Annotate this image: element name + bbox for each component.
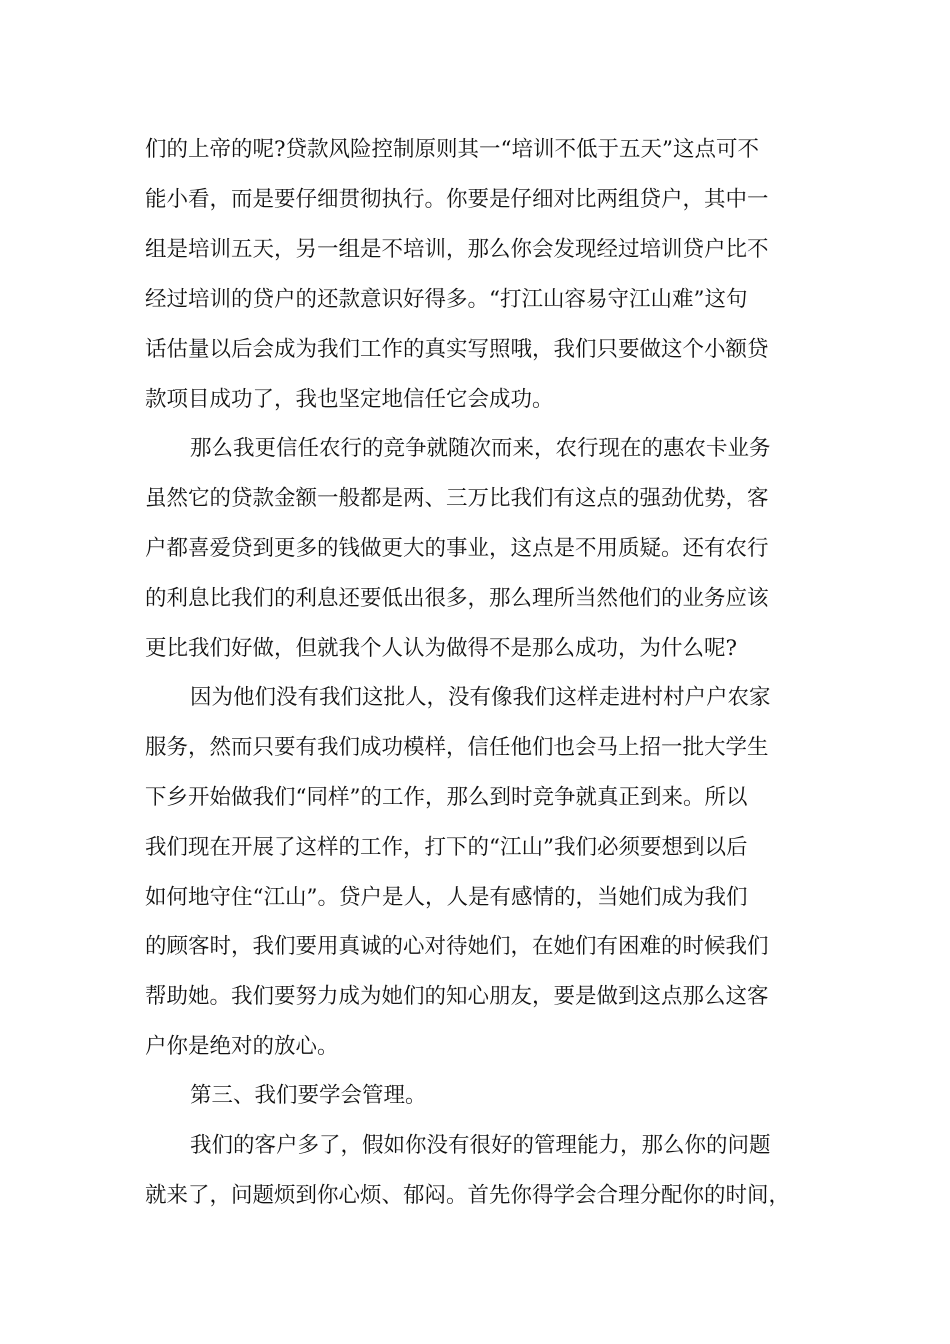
text-line-22: 就来了，问题烦到你心烦、郁闷。首先你得学会合理分配你的时间， (145, 1183, 791, 1208)
text-line-15: 我们现在开展了这样的工作，打下的“江山”我们必须要想到以后 (145, 835, 748, 860)
text-line-12: 因为他们没有我们这批人，没有像我们这样走进村村户户农家 (190, 685, 771, 710)
section-heading-3: 第三、我们要学会管理。 (190, 1083, 427, 1108)
text-line-6: 款项目成功了，我也坚定地信任它会成功。 (145, 387, 554, 412)
text-line-19: 户你是绝对的放心。 (145, 1034, 339, 1059)
text-line-11: 更比我们好做，但就我个人认为做得不是那么成功，为什么呢? (145, 636, 738, 661)
text-line-2: 能小看，而是要仔细贯彻执行。你要是仔细对比两组贷户，其中一 (145, 187, 769, 212)
text-line-10: 的利息比我们的利息还要低出很多，那么理所当然他们的业务应该 (145, 586, 769, 611)
text-line-4: 经过培训的贷户的还款意识好得多。“打江山容易守江山难”这句 (145, 287, 748, 312)
text-line-3: 组是培训五天，另一组是不培训，那么你会发现经过培训贷户比不 (145, 237, 769, 262)
text-line-17: 的顾客时，我们要用真诚的心对待她们，在她们有困难的时候我们 (145, 934, 769, 959)
text-line-14: 下乡开始做我们“同样”的工作，那么到时竞争就真正到来。所以 (145, 785, 748, 810)
text-line-18: 帮助她。我们要努力成为她们的知心朋友，要是做到这点那么这客 (145, 984, 769, 1009)
text-line-9: 户都喜爱贷到更多的钱做更大的事业，这点是不用质疑。还有农行 (145, 536, 769, 561)
text-line-16: 如何地守住“江山”。贷户是人，人是有感情的，当她们成为我们 (145, 885, 748, 910)
text-line-1: 们的上帝的呢?贷款风险控制原则其一“培训不低于五天”这点可不 (145, 137, 760, 162)
text-line-21: 我们的客户多了，假如你没有很好的管理能力，那么你的问题 (190, 1133, 771, 1158)
text-line-5: 话估量以后会成为我们工作的真实写照哦，我们只要做这个小额贷 (145, 337, 769, 362)
text-line-8: 虽然它的贷款金额一般都是两、三万比我们有这点的强劲优势，客 (145, 486, 769, 511)
text-line-13: 服务，然而只要有我们成功模样，信任他们也会马上招一批大学生 (145, 735, 769, 760)
text-line-7: 那么我更信任农行的竞争就随次而来，农行现在的惠农卡业务 (190, 436, 771, 461)
